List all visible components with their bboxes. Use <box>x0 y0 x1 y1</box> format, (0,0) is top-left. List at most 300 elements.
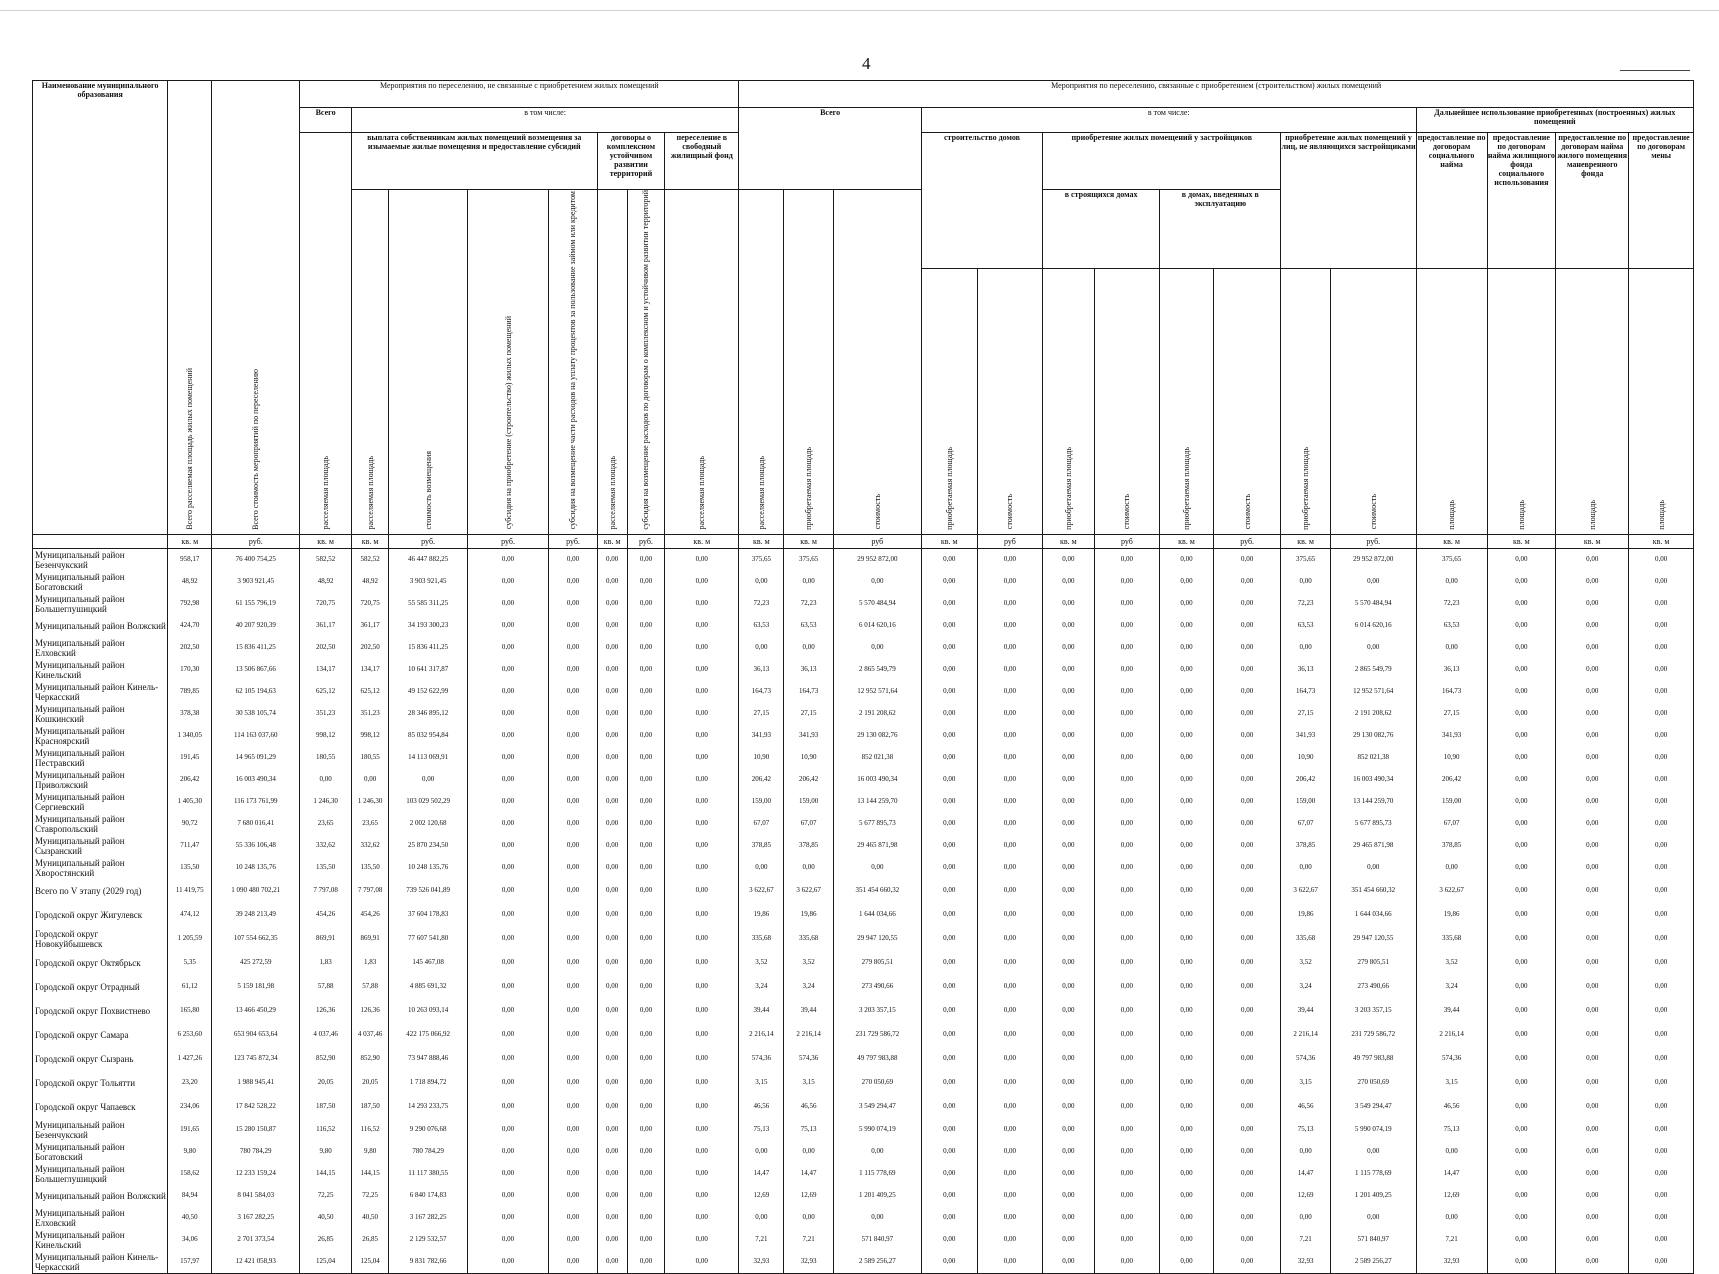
value-cell: 0,00 <box>921 903 977 927</box>
value-cell: 0,00 <box>1160 1023 1214 1047</box>
value-cell: 0,00 <box>977 903 1042 927</box>
table-row <box>33 975 1694 999</box>
value-cell: 0,00 <box>467 1207 549 1229</box>
value-cell: 0,00 <box>549 813 597 835</box>
value-cell: 0,00 <box>627 1095 665 1119</box>
value-cell: 0,00 <box>597 1207 627 1229</box>
header-group-acq: Мероприятия по переселению, связанные с приобретением (строительством) жилых помещений <box>739 81 1694 108</box>
value-cell: 1 246,30 <box>300 791 352 813</box>
value-cell: 378,38 <box>168 703 212 725</box>
value-cell: 0,00 <box>1556 903 1629 927</box>
value-cell: 574,36 <box>1281 1047 1330 1071</box>
value-cell: 0,00 <box>1556 927 1629 951</box>
value-cell: 63,53 <box>1281 615 1330 637</box>
value-cell: 0,00 <box>1043 1047 1095 1071</box>
value-cell: 0,00 <box>597 571 627 593</box>
value-cell: 0,00 <box>1629 813 1694 835</box>
value-cell: 12 952 571,64 <box>1330 681 1416 703</box>
value-cell: 14,47 <box>1416 1163 1487 1185</box>
table-row <box>33 857 1694 879</box>
value-cell: 76 400 754,25 <box>212 548 300 571</box>
value-cell: 341,93 <box>1281 725 1330 747</box>
value-cell: 0,00 <box>549 903 597 927</box>
value-cell: 0,00 <box>1213 548 1281 571</box>
value-cell: 0,00 <box>921 1047 977 1071</box>
value-cell: 39,44 <box>1281 999 1330 1023</box>
value-cell: 0,00 <box>1487 1095 1556 1119</box>
header-total-area: Всего расселяемая площадь жилых помещений <box>168 81 212 535</box>
value-cell: 20,05 <box>300 1071 352 1095</box>
table-row <box>33 571 1694 593</box>
row-name: Муниципальный район Красноярский <box>33 725 168 747</box>
value-cell: 16 003 490,34 <box>212 769 300 791</box>
value-cell: 0,00 <box>921 747 977 769</box>
value-cell: 0,00 <box>921 857 977 879</box>
unit-cell: руб. <box>467 534 549 548</box>
value-cell: 0,00 <box>1416 1141 1487 1163</box>
value-cell: 0,00 <box>597 1251 627 1274</box>
value-cell: 0,00 <box>921 725 977 747</box>
value-cell: 341,93 <box>1416 725 1487 747</box>
value-cell: 792,98 <box>168 593 212 615</box>
value-cell: 29 130 082,76 <box>833 725 921 747</box>
value-cell: 63,53 <box>1416 615 1487 637</box>
value-cell: 6 014 620,16 <box>1330 615 1416 637</box>
value-cell: 0,00 <box>1160 835 1214 857</box>
value-cell: 32,93 <box>1281 1251 1330 1274</box>
value-cell: 0,00 <box>1213 637 1281 659</box>
value-cell: 202,50 <box>300 637 352 659</box>
value-cell: 15 836 411,25 <box>212 637 300 659</box>
value-cell: 5 570 484,94 <box>1330 593 1416 615</box>
value-cell: 0,00 <box>467 1141 549 1163</box>
value-cell: 10,90 <box>1416 747 1487 769</box>
value-cell: 0,00 <box>1160 857 1214 879</box>
unit-cell: руб. <box>549 534 597 548</box>
value-cell: 0,00 <box>1629 1229 1694 1251</box>
value-cell: 12,69 <box>1281 1185 1330 1207</box>
value-cell: 0,00 <box>1160 1185 1214 1207</box>
unit-cell: кв. м <box>1281 534 1330 548</box>
value-cell: 170,30 <box>168 659 212 681</box>
value-cell: 0,00 <box>1094 571 1159 593</box>
value-cell: 0,00 <box>921 659 977 681</box>
value-cell: 28 346 895,12 <box>389 703 467 725</box>
unit-cell: кв. м <box>1629 534 1694 548</box>
value-cell: 0,00 <box>1213 1119 1281 1141</box>
value-cell: 0,00 <box>665 1071 739 1095</box>
value-cell: 0,00 <box>549 1119 597 1141</box>
value-cell: 0,00 <box>1043 1251 1095 1274</box>
value-cell: 144,15 <box>351 1163 389 1185</box>
unit-cell: кв. м <box>665 534 739 548</box>
value-cell: 0,00 <box>627 548 665 571</box>
value-cell: 0,00 <box>1629 681 1694 703</box>
row-name: Муниципальный район Большеглушицкий <box>33 593 168 615</box>
table-row <box>33 813 1694 835</box>
header-in-building: в строящихся домах <box>1043 190 1160 269</box>
value-cell: 75,13 <box>784 1119 833 1141</box>
value-cell: 0,00 <box>1160 703 1214 725</box>
value-cell: 206,42 <box>1416 769 1487 791</box>
value-cell: 180,55 <box>300 747 352 769</box>
value-cell: 0,00 <box>1213 791 1281 813</box>
value-cell: 0,00 <box>833 857 921 879</box>
value-cell: 0,00 <box>1160 593 1214 615</box>
value-cell: 0,00 <box>1416 1207 1487 1229</box>
value-cell: 0,00 <box>549 1023 597 1047</box>
value-cell: 0,00 <box>665 1141 739 1163</box>
value-cell: 0,00 <box>627 857 665 879</box>
table-row <box>33 1229 1694 1251</box>
value-cell: 0,00 <box>921 637 977 659</box>
table-row <box>33 681 1694 703</box>
value-cell: 5,35 <box>168 951 212 975</box>
value-cell: 0,00 <box>1213 1185 1281 1207</box>
value-cell: 75,13 <box>1281 1119 1330 1141</box>
value-cell: 0,00 <box>1556 725 1629 747</box>
value-cell: 29 952 872,00 <box>1330 548 1416 571</box>
value-cell: 0,00 <box>1043 1071 1095 1095</box>
value-cell: 0,00 <box>1330 1207 1416 1229</box>
value-cell: 16 003 490,34 <box>833 769 921 791</box>
value-cell: 234,06 <box>168 1095 212 1119</box>
value-cell: 7,21 <box>739 1229 784 1251</box>
row-name: Всего по V этапу (2029 год) <box>33 879 168 903</box>
value-cell: 0,00 <box>549 1047 597 1071</box>
value-cell: 0,00 <box>1160 951 1214 975</box>
value-cell: 0,00 <box>833 1141 921 1163</box>
value-cell: 0,00 <box>1556 1071 1629 1095</box>
value-cell: 84,94 <box>168 1185 212 1207</box>
value-cell: 0,00 <box>665 927 739 951</box>
header-use-maneuver: предоставление по договорам найма жилого помещения маневренного фонда <box>1556 133 1629 269</box>
table-row <box>33 835 1694 857</box>
value-cell: 26,85 <box>351 1229 389 1251</box>
value-cell: 10 248 135,76 <box>389 857 467 879</box>
value-cell: 0,00 <box>1416 571 1487 593</box>
value-cell: 1 201 409,25 <box>833 1185 921 1207</box>
value-cell: 39,44 <box>784 999 833 1023</box>
value-cell: 0,00 <box>597 659 627 681</box>
value-cell: 720,75 <box>351 593 389 615</box>
value-cell: 19,86 <box>1281 903 1330 927</box>
value-cell: 0,00 <box>977 927 1042 951</box>
value-cell: 125,04 <box>300 1251 352 1274</box>
value-cell: 3 622,67 <box>1281 879 1330 903</box>
unit-cell: кв. м <box>168 534 212 548</box>
value-cell: 0,00 <box>1556 1163 1629 1185</box>
value-cell: 231 729 586,72 <box>833 1023 921 1047</box>
value-cell: 0,00 <box>1556 857 1629 879</box>
value-cell: 0,00 <box>1213 1229 1281 1251</box>
value-cell: 0,00 <box>549 1071 597 1095</box>
value-cell: 0,00 <box>467 903 549 927</box>
value-cell: 0,00 <box>1487 747 1556 769</box>
value-cell: 23,65 <box>351 813 389 835</box>
value-cell: 164,73 <box>739 681 784 703</box>
row-name: Муниципальный район Богатовский <box>33 571 168 593</box>
value-cell: 0,00 <box>1043 769 1095 791</box>
value-cell: 0,00 <box>784 571 833 593</box>
value-cell: 0,00 <box>1043 703 1095 725</box>
value-cell: 0,00 <box>665 857 739 879</box>
value-cell: 0,00 <box>1487 1229 1556 1251</box>
value-cell: 0,00 <box>549 1251 597 1274</box>
value-cell: 6 253,60 <box>168 1023 212 1047</box>
value-cell: 0,00 <box>627 813 665 835</box>
value-cell: 0,00 <box>1160 615 1214 637</box>
value-cell: 474,12 <box>168 903 212 927</box>
value-cell: 3 167 282,25 <box>389 1207 467 1229</box>
value-cell: 0,00 <box>1556 999 1629 1023</box>
value-cell: 0,00 <box>1213 903 1281 927</box>
value-cell: 0,00 <box>921 813 977 835</box>
value-cell: 0,00 <box>1416 857 1487 879</box>
value-cell: 57,88 <box>300 975 352 999</box>
value-cell: 0,00 <box>1629 593 1694 615</box>
value-cell: 0,00 <box>1094 637 1159 659</box>
value-cell: 361,17 <box>300 615 352 637</box>
value-cell: 0,00 <box>627 1141 665 1163</box>
row-name: Муниципальный район Волжский <box>33 1185 168 1207</box>
value-cell: 135,50 <box>300 857 352 879</box>
value-cell: 1,83 <box>351 951 389 975</box>
value-cell: 0,00 <box>1487 681 1556 703</box>
value-cell: 852 021,38 <box>833 747 921 769</box>
value-cell: 10,90 <box>739 747 784 769</box>
value-cell: 0,00 <box>1160 1207 1214 1229</box>
value-cell: 75,13 <box>1416 1119 1487 1141</box>
value-cell: 0,00 <box>665 1047 739 1071</box>
unit-cell: руб. <box>627 534 665 548</box>
value-cell: 0,00 <box>627 1251 665 1274</box>
value-cell: 145 467,08 <box>389 951 467 975</box>
table-row <box>33 615 1694 637</box>
value-cell: 0,00 <box>1094 1229 1159 1251</box>
value-cell: 0,00 <box>1629 571 1694 593</box>
value-cell: 10 263 093,14 <box>389 999 467 1023</box>
value-cell: 998,12 <box>351 725 389 747</box>
value-cell: 0,00 <box>597 681 627 703</box>
value-cell: 27,15 <box>739 703 784 725</box>
value-cell: 0,00 <box>467 1095 549 1119</box>
value-cell: 6 014 620,16 <box>833 615 921 637</box>
value-cell: 55 336 106,48 <box>212 835 300 857</box>
value-cell: 0,00 <box>1213 951 1281 975</box>
value-cell: 46,56 <box>1416 1095 1487 1119</box>
value-cell: 0,00 <box>1094 1207 1159 1229</box>
value-cell: 206,42 <box>739 769 784 791</box>
value-cell: 0,00 <box>1160 1141 1214 1163</box>
value-cell: 0,00 <box>1043 951 1095 975</box>
value-cell: 0,00 <box>1629 615 1694 637</box>
value-cell: 19,86 <box>1416 903 1487 927</box>
value-cell: 0,00 <box>1556 681 1629 703</box>
value-cell: 3 549 294,47 <box>1330 1095 1416 1119</box>
value-cell: 0,00 <box>627 1207 665 1229</box>
value-cell: 0,00 <box>665 615 739 637</box>
value-cell: 0,00 <box>467 1229 549 1251</box>
value-cell: 0,00 <box>467 703 549 725</box>
value-cell: 11 117 380,55 <box>389 1163 467 1185</box>
value-cell: 0,00 <box>977 1229 1042 1251</box>
value-cell: 0,00 <box>1213 927 1281 951</box>
header-col-23: площадь <box>1629 269 1694 534</box>
value-cell: 25 870 234,50 <box>389 835 467 857</box>
value-cell: 1 340,05 <box>168 725 212 747</box>
row-name: Городской округ Самара <box>33 1023 168 1047</box>
value-cell: 0,00 <box>665 1251 739 1274</box>
value-cell: 0,00 <box>627 637 665 659</box>
value-cell: 12,69 <box>1416 1185 1487 1207</box>
value-cell: 0,00 <box>1629 725 1694 747</box>
row-name: Муниципальный район Приволжский <box>33 769 168 791</box>
value-cell: 0,00 <box>1330 637 1416 659</box>
value-cell: 0,00 <box>1629 791 1694 813</box>
value-cell: 0,00 <box>627 615 665 637</box>
value-cell: 0,00 <box>977 791 1042 813</box>
unit-cell: кв. м <box>1043 534 1095 548</box>
unit-cell: кв. м <box>784 534 833 548</box>
unit-cell: кв. м <box>351 534 389 548</box>
value-cell: 0,00 <box>921 1023 977 1047</box>
value-cell: 571 840,97 <box>833 1229 921 1251</box>
value-cell: 3,15 <box>784 1071 833 1095</box>
value-cell: 0,00 <box>977 1047 1042 1071</box>
value-cell: 37 604 178,83 <box>389 903 467 927</box>
value-cell: 0,00 <box>1043 1141 1095 1163</box>
value-cell: 375,65 <box>739 548 784 571</box>
value-cell: 625,12 <box>351 681 389 703</box>
value-cell: 0,00 <box>1556 1141 1629 1163</box>
header-col-21: площадь <box>1487 269 1556 534</box>
value-cell: 5 570 484,94 <box>833 593 921 615</box>
value-cell: 0,00 <box>1094 1163 1159 1185</box>
value-cell: 0,00 <box>977 1163 1042 1185</box>
value-cell: 48,92 <box>168 571 212 593</box>
value-cell: 0,00 <box>1213 1251 1281 1274</box>
value-cell: 0,00 <box>1487 659 1556 681</box>
value-cell: 0,00 <box>1629 835 1694 857</box>
value-cell: 0,00 <box>1094 857 1159 879</box>
value-cell: 1 246,30 <box>351 791 389 813</box>
value-cell: 0,00 <box>833 571 921 593</box>
row-name: Городской округ Отрадный <box>33 975 168 999</box>
value-cell: 0,00 <box>1094 999 1159 1023</box>
value-cell: 454,26 <box>300 903 352 927</box>
value-cell: 134,17 <box>351 659 389 681</box>
value-cell: 191,45 <box>168 747 212 769</box>
row-name: Муниципальный район Сызранский <box>33 835 168 857</box>
value-cell: 869,91 <box>300 927 352 951</box>
value-cell: 85 032 954,84 <box>389 725 467 747</box>
scan-mark <box>1620 70 1690 71</box>
value-cell: 159,00 <box>1416 791 1487 813</box>
table-row <box>33 637 1694 659</box>
value-cell: 0,00 <box>977 681 1042 703</box>
value-cell: 123 745 872,34 <box>212 1047 300 1071</box>
value-cell: 0,00 <box>665 659 739 681</box>
header-vsego-2: Всего <box>739 108 921 190</box>
value-cell: 27,15 <box>1281 703 1330 725</box>
value-cell: 0,00 <box>1043 681 1095 703</box>
header-acq-builders: приобретение жилых помещений у застройщиков <box>1043 133 1281 190</box>
value-cell: 0,00 <box>549 835 597 857</box>
header-acq-individuals: приобретение жилых помещений у лиц, не являющихся застройщиками <box>1281 133 1416 269</box>
value-cell: 852,90 <box>300 1047 352 1071</box>
value-cell: 279 805,51 <box>833 951 921 975</box>
value-cell: 0,00 <box>549 725 597 747</box>
value-cell: 12,69 <box>784 1185 833 1207</box>
value-cell: 852,90 <box>351 1047 389 1071</box>
row-name: Городской округ Жигулевск <box>33 903 168 927</box>
value-cell: 0,00 <box>921 1141 977 1163</box>
value-cell: 187,50 <box>351 1095 389 1119</box>
value-cell: 2 865 549,79 <box>1330 659 1416 681</box>
value-cell: 0,00 <box>1487 615 1556 637</box>
value-cell: 12 952 571,64 <box>833 681 921 703</box>
page-number: 4 <box>862 54 871 73</box>
value-cell: 0,00 <box>597 879 627 903</box>
value-cell: 0,00 <box>921 548 977 571</box>
value-cell: 0,00 <box>1160 813 1214 835</box>
header-col-17: стоимость <box>1213 269 1281 534</box>
value-cell: 0,00 <box>1160 1071 1214 1095</box>
value-cell: 0,00 <box>597 999 627 1023</box>
value-cell: 0,00 <box>977 659 1042 681</box>
value-cell: 0,00 <box>665 1095 739 1119</box>
header-col-13: стоимость <box>977 269 1042 534</box>
value-cell: 0,00 <box>597 593 627 615</box>
value-cell: 0,00 <box>1213 681 1281 703</box>
value-cell: 0,00 <box>597 1071 627 1095</box>
value-cell: 0,00 <box>665 548 739 571</box>
value-cell: 0,00 <box>1556 1229 1629 1251</box>
row-name: Городской округ Тольятти <box>33 1071 168 1095</box>
value-cell: 0,00 <box>1094 835 1159 857</box>
value-cell: 0,00 <box>467 548 549 571</box>
value-cell: 1 115 778,69 <box>833 1163 921 1185</box>
value-cell: 0,00 <box>921 951 977 975</box>
value-cell: 0,00 <box>921 571 977 593</box>
value-cell: 0,00 <box>1160 999 1214 1023</box>
value-cell: 0,00 <box>1160 637 1214 659</box>
header-further-use: Дальнейшее использование приобретенных (построенных) жилых помещений <box>1416 108 1693 133</box>
value-cell: 0,00 <box>467 1163 549 1185</box>
value-cell: 0,00 <box>921 1119 977 1141</box>
value-cell: 0,00 <box>467 879 549 903</box>
value-cell: 0,00 <box>665 835 739 857</box>
value-cell: 0,00 <box>1487 1023 1556 1047</box>
table-row <box>33 879 1694 903</box>
table-row <box>33 1251 1694 1274</box>
value-cell: 46,56 <box>784 1095 833 1119</box>
value-cell: 0,00 <box>1281 1207 1330 1229</box>
value-cell: 0,00 <box>597 903 627 927</box>
value-cell: 72,23 <box>1281 593 1330 615</box>
value-cell: 0,00 <box>627 1119 665 1141</box>
value-cell: 0,00 <box>467 571 549 593</box>
header-group-nonacq: Мероприятия по переселению, не связанные с приобретением жилых помещений <box>300 81 739 108</box>
value-cell: 14 293 233,75 <box>389 1095 467 1119</box>
row-name: Муниципальный район Безенчукский <box>33 548 168 571</box>
value-cell: 574,36 <box>739 1047 784 1071</box>
unit-cell: руб <box>977 534 1042 548</box>
value-cell: 0,00 <box>921 1185 977 1207</box>
value-cell: 0,00 <box>627 879 665 903</box>
value-cell: 0,00 <box>1556 1207 1629 1229</box>
